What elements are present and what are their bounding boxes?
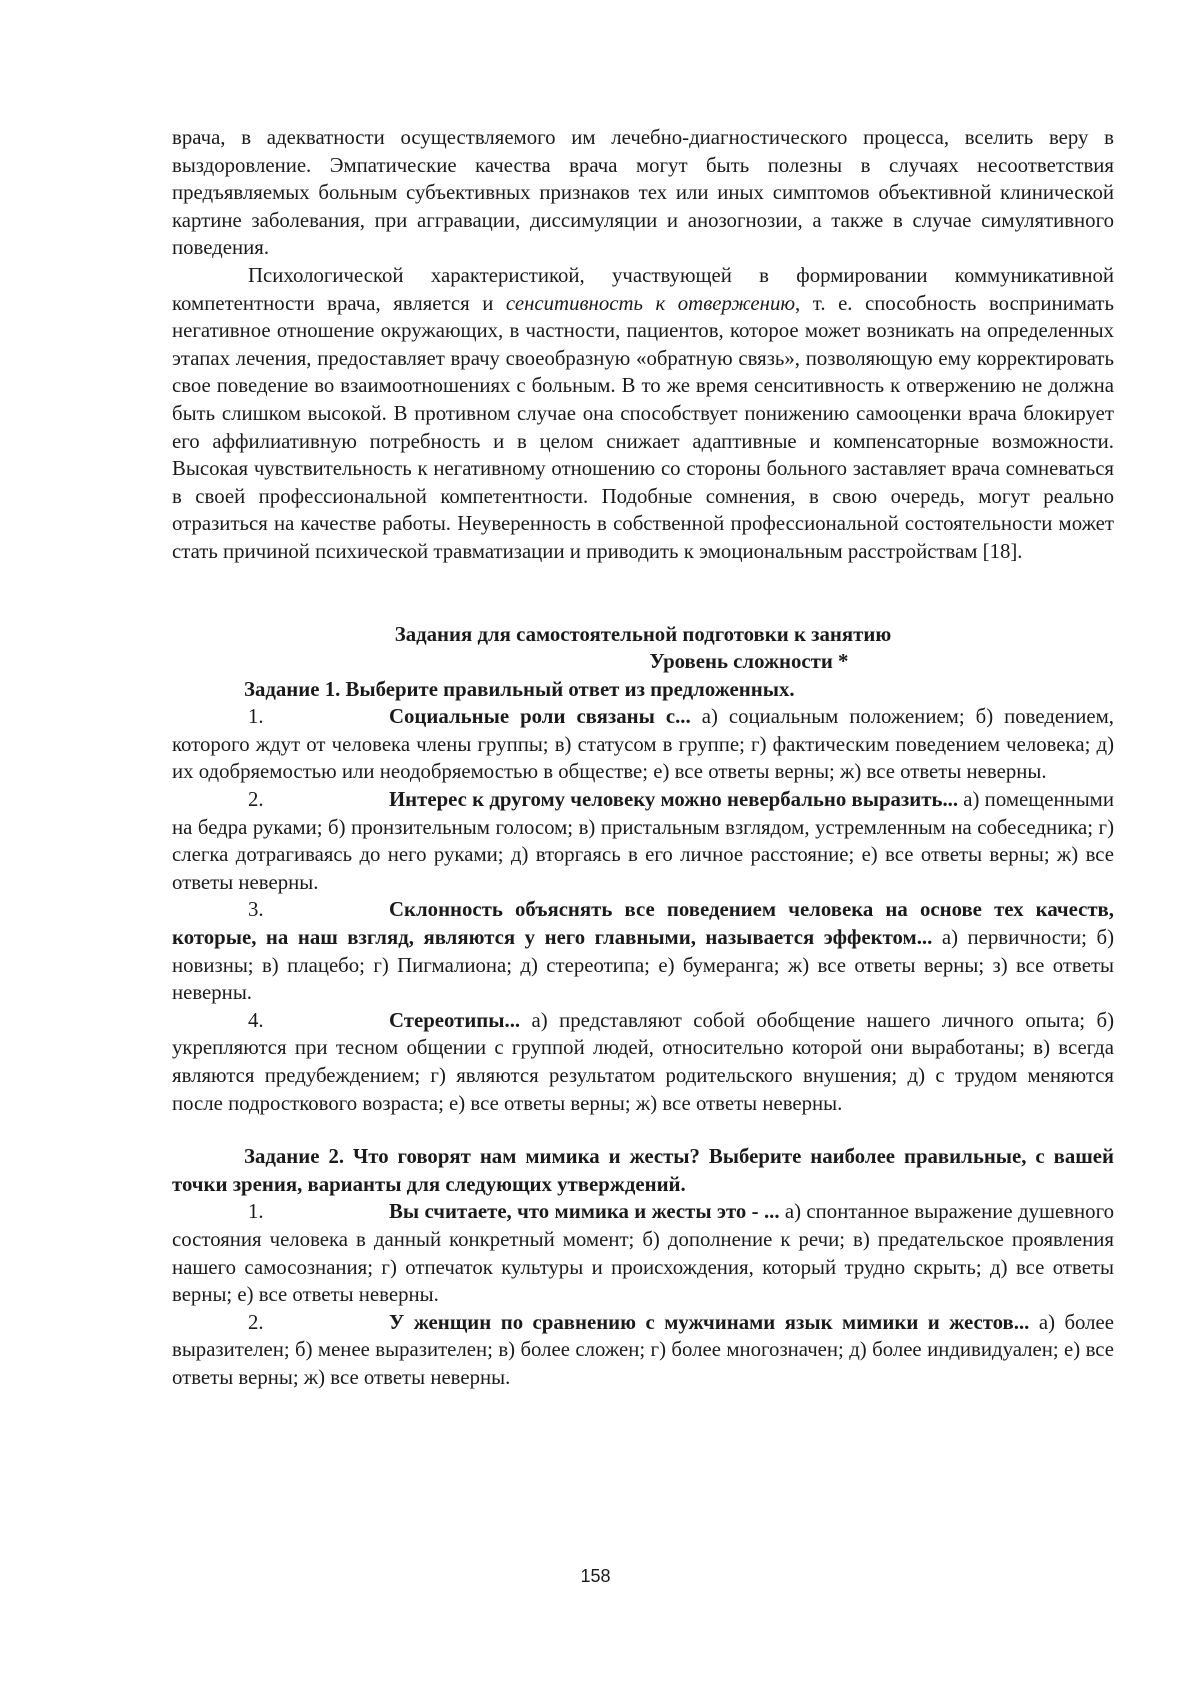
- task1-heading: Задание 1. Выберите правильный ответ из предложенных.: [244, 677, 795, 701]
- item-number: 3.: [248, 898, 264, 922]
- item-number: 1.: [248, 1200, 264, 1224]
- item-answers: а) первичности; б) новизны; в) плацебо; г) Пигмалиона; д) стереотипа; е) бумеранга; ж) все ответы верны; з) все ответы неверны.: [172, 926, 1114, 1005]
- difficulty-level: Уровень сложности *: [649, 650, 849, 674]
- task2-item-2: [172, 1309, 1114, 1392]
- item-answers: а) представляют собой обобщение нашего личного опыта; б) укрепляются при тесном общении с группой людей, относительно которой они выработаны; в) всегда являются предубеждением; г) являются результатом родительского внушения; д) с трудом меняются после подросткового возраста; е) все ответы верны; ж) все ответы неверны.: [172, 1008, 1114, 1115]
- item-question: Вы считаете, что мимика и жесты это - ...: [389, 1200, 780, 1224]
- task1-item-4: [172, 1007, 1114, 1117]
- task1-item-1: [172, 703, 1114, 786]
- term-sensitivity: сенситивность к отвержению: [505, 291, 796, 315]
- item-answers: а) более выразителен; б) менее выразителен; в) более сложен; г) более многозначен; д) более индивидуален; е) все ответы верны; ж) все ответы неверны.: [172, 1310, 1114, 1389]
- item-question: У женщин по сравнению с мужчинами язык мимики и жестов...: [389, 1310, 1030, 1334]
- item-question: Интерес к другому человеку можно невербально выразить...: [389, 788, 959, 812]
- page-number: 158: [580, 1566, 611, 1586]
- paragraph-sensitivity: [172, 262, 1114, 566]
- item-number: 2.: [248, 1310, 264, 1334]
- task1-item-2: [172, 786, 1114, 896]
- task1-item-3: [172, 896, 1114, 1006]
- task2-heading: Задание 2. Что говорят нам мимика и жесты? Выберите наиболее правильные, с вашей точки зрения, варианты для следующих утверждений.: [172, 1145, 1114, 1196]
- item-number: 4.: [248, 1008, 264, 1032]
- item-answers: а) помещенными на бедра руками; б) пронзительным голосом; в) пристальным взглядом, устремленным на собеседника; г) слегка дотрагиваясь до него руками; д) вторгаясь в его личное расстояние; е) все ответы верны; ж) все ответы неверны.: [172, 788, 1114, 894]
- item-question: Стереотипы...: [389, 1008, 521, 1032]
- item-number: 1.: [248, 705, 264, 729]
- section-title: Задания для самостоятельной подготовки к занятию: [394, 622, 892, 646]
- task2-item-1: [172, 1198, 1114, 1308]
- paragraph-empathy: врача, в адекватности осуществляемого им лечебно-диагностического процесса, вселить веру в выздоровление. Эмпатические качества врача могут быть полезны в случаях несоответствия предъявляемых больным субъективных признаков тех или иных симптомов объективной клинической картине заболевания, при аггравации, диссимуляции и анозогнозии, а также в случае симулятивного поведения.: [172, 126, 1114, 260]
- item-question: Склонность объяснять все поведением человека на основе тех качеств, которые, на наш взгляд, являются у него главными, называется эффектом...: [172, 898, 1114, 950]
- paragraph-sensitivity-end: , т. е. способность воспринимать негативное отношение окружающих, в частности, пациентов, которое может возникать на определенных этапах лечения, предоставляет врачу своеобразную «обратную связь», позволяющую ему корректировать свое поведение во взаимоотношениях с больным. В то же время сенситивность к отвержению не должна быть слишком высокой. В противном случае она способствует понижению самооценки врача блокирует его аффилиативную потребность и в целом снижает адаптивные и компенсаторные возможности. Высокая чувствительность к негативному отношению со стороны больного заставляет врача сомневаться в своей профессиональной компетентности. Подобные сомнения, в свою очередь, могут реально отразиться на качестве работы. Неуверенность в собственной профессиональной состоятельности может стать причиной психической травматизации и приводить к эмоциональным расстройствам [18].: [172, 291, 1114, 563]
- paragraph-sensitivity-start: Психологической характеристикой, участвующей в формировании коммуникативной компетентности врача, является и: [172, 263, 1114, 315]
- item-answers: а) социальным положением; б) поведением, которого ждут от человека члены группы; в) статусом в группе; г) фактическим поведением человека; д) их одобряемостью или неодобряемостью в обществе; е) все ответы верны; ж) все ответы неверны.: [172, 705, 1114, 784]
- item-number: 2.: [248, 788, 264, 812]
- item-answers: а) спонтанное выражение душевного состояния человека в данный конкретный момент; б) дополнение к речи; в) предательское проявления нашего самосознания; г) отпечаток культуры и происхождения, который трудно скрыть; д) все ответы верны; е) все ответы неверны.: [172, 1200, 1114, 1307]
- document-page: [172, 124, 1114, 1392]
- item-question: Социальные роли связаны с...: [389, 705, 691, 729]
